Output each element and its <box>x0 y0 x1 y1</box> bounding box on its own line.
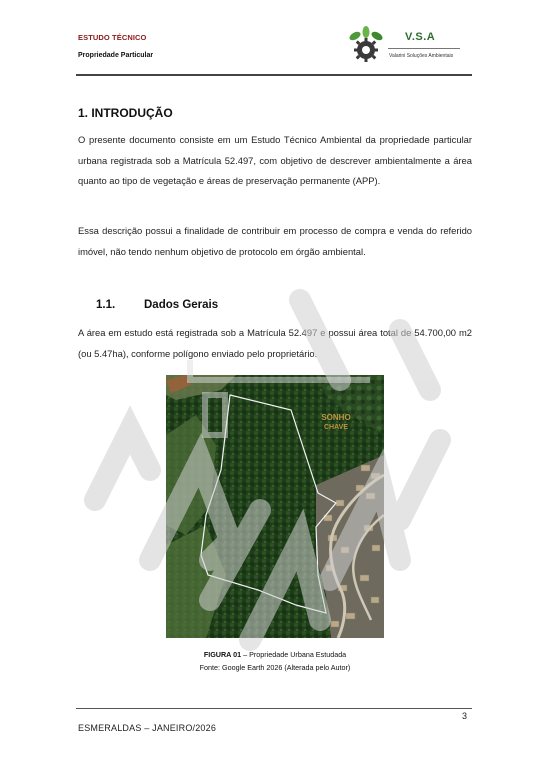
document-title: ESTUDO TÉCNICO <box>78 33 147 42</box>
figure-caption-label: FIGURA 01 <box>203 650 242 659</box>
logo-divider <box>388 48 460 49</box>
intro-paragraph-2: Essa descrição possui a finalidade de contribuir em processo de compra e venda do referido imóvel, não tendo nenhum objetivo de protocolo em órgão ambiental. <box>78 225 472 257</box>
logo-company-name: Valarini Soluções Ambientais <box>389 53 454 59</box>
section-title: 1. INTRODUÇÃO <box>78 106 173 120</box>
image-overlay-text: SONHO <box>321 413 351 422</box>
general-data-paragraph: A área em estudo está registrada sob a Matrícula 52.497 e possui área total de 54.700,00 m2 (ou 5.47ha), conforme polígono enviado pelo proprietário. <box>78 327 472 359</box>
intro-paragraph-1: O presente documento consiste em um Estudo Técnico Ambiental da propriedade particular urbana registrada sob a Matrícula 52.497, com objetivo de descrever ambientalmente a área quanto ao tipo de vegetação e áreas de preservação permanente (APP). <box>78 134 472 186</box>
figure-source: Fonte: Google Earth 2026 (Alterada pelo Autor) <box>199 663 351 672</box>
figure-caption <box>0 650 550 659</box>
footer-text: ESMERALDAS – JANEIRO/2026 <box>78 723 217 733</box>
page-number: 3 <box>462 711 468 721</box>
document-subtitle: Propriedade Particular <box>78 52 154 59</box>
subsection-number: 1.1. <box>96 299 116 311</box>
svg-text:CHAVE: CHAVE <box>324 424 348 431</box>
page-header <box>0 0 550 80</box>
figure-caption-text: – Propriedade Urbana Estudada <box>241 650 347 659</box>
header-divider <box>76 74 472 76</box>
footer-divider <box>76 708 472 709</box>
gear-leaf-logo-icon <box>345 26 385 66</box>
satellite-image <box>166 375 384 638</box>
logo-brand: V.S.A <box>405 31 436 43</box>
subsection-title: Dados Gerais <box>144 299 219 311</box>
